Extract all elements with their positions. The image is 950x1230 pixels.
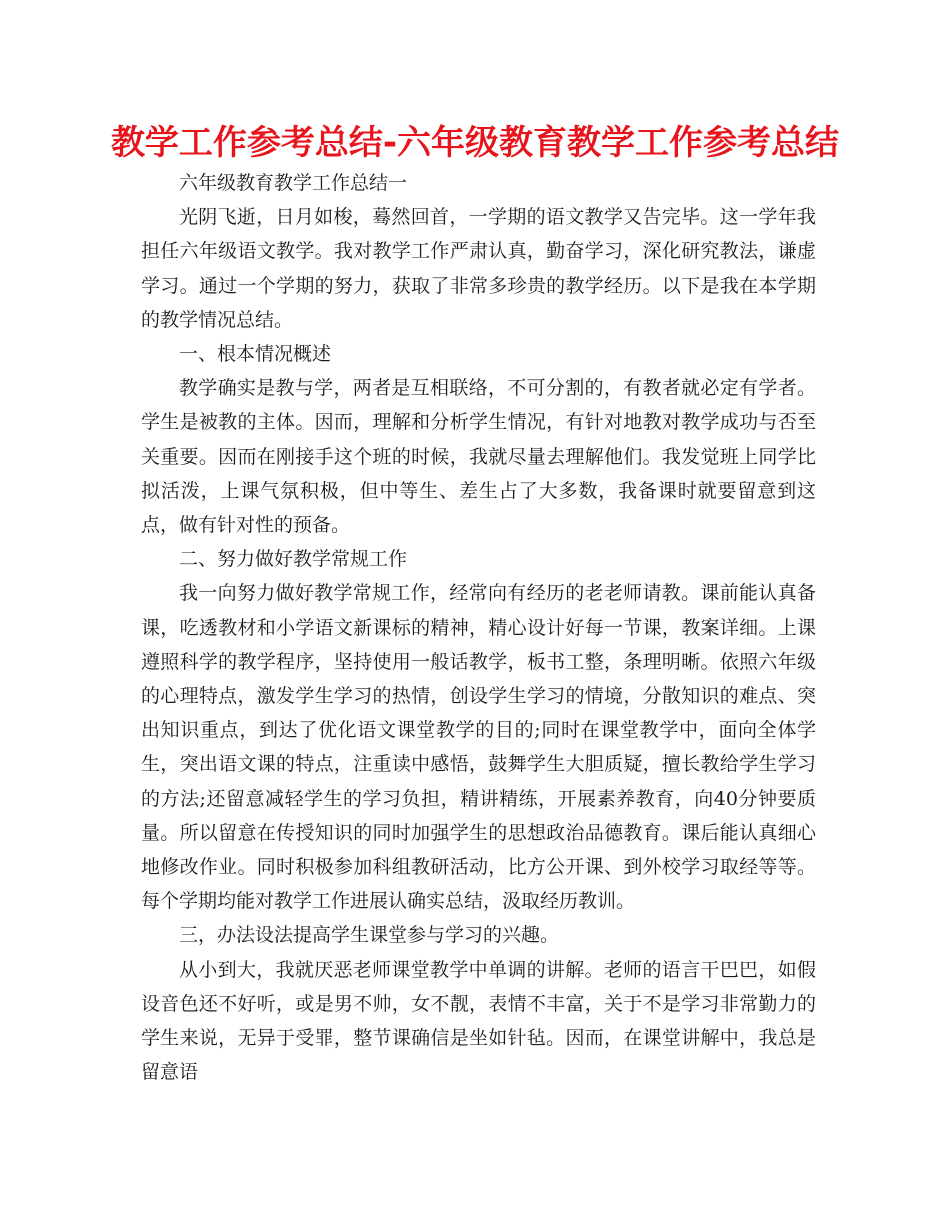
section-heading-1: 一、根本情况概述 xyxy=(179,343,332,366)
section-heading-2: 二、努力做好教学常规工作 xyxy=(179,548,408,571)
document-body xyxy=(141,166,816,1089)
section-paragraph-1: 教学确实是教与学，两者是互相联络，不可分割的，有教者就必定有学者。学生是被教的主体。因而，理解和分析学生情况，有针对地教对教学成功与否至关重要。因而在刚接手这个班的时候，我就尽量去理解他们。我发觉班上同学比拟活泼，上课气氛积极，但中等生、差生占了大多数，我备课时就要留意到这点，做有针对性的预备。 xyxy=(141,377,816,537)
document-title: 教学工作参考总结-六年级教育教学工作参考总结 xyxy=(110,123,840,163)
section-paragraph-3: 从小到大，我就厌恶老师课堂教学中单调的讲解。老师的语言干巴巴，如假设音色还不好听，或是男不帅，女不靓，表情不丰富，关于不是学习非常勤力的学生来说，无异于受罪，整节课确信是坐如针毡。因而，在课堂讲解中，我总是留意语 xyxy=(141,958,816,1084)
section-heading-3: 三，办法设法提高学生课堂参与学习的兴趣。 xyxy=(179,924,560,947)
document-subtitle: 六年级教育教学工作总结一 xyxy=(179,172,408,194)
section-paragraph-2: 我一向努力做好教学常规工作，经常向有经历的老老师请教。课前能认真备课，吃透教材和小学语文新课标的精神，精心设计好每一节课，教案详细。上课遵照科学的教学程序，坚持使用一般话教学，板书工整，条理明晰。依照六年级的心理特点，激发学生学习的热情，创设学生学习的情境，分散知识的难点、突出知识重点，到达了优化语文课堂教学的目的;同时在课堂教学中，面向全体学生，突出语文课的特点，注重读中感悟，鼓舞学生大胆质疑，擅长教给学生学习的方法;还留意减轻学生的学习负担，精讲精练，开展素养教育，向40分钟要质量。所以留意在传授知识的同时加强学生的思想政治品德教育。课后能认真细心地修改作业。同时积极参加科组教研活动，比方公开课、到外校学习取经等等。每个学期均能对教学工作进展认确实总结，汲取经历教训。 xyxy=(141,582,816,913)
intro-paragraph: 光阴飞逝，日月如梭，蓦然回首，一学期的语文教学又告完毕。这一学年我担任六年级语文教学。我对教学工作严肃认真，勤奋学习，深化研究教法，谦虚学习。通过一个学期的努力，获取了非常多珍贵的教学经历。以下是我在本学期的教学情况总结。 xyxy=(141,206,816,331)
